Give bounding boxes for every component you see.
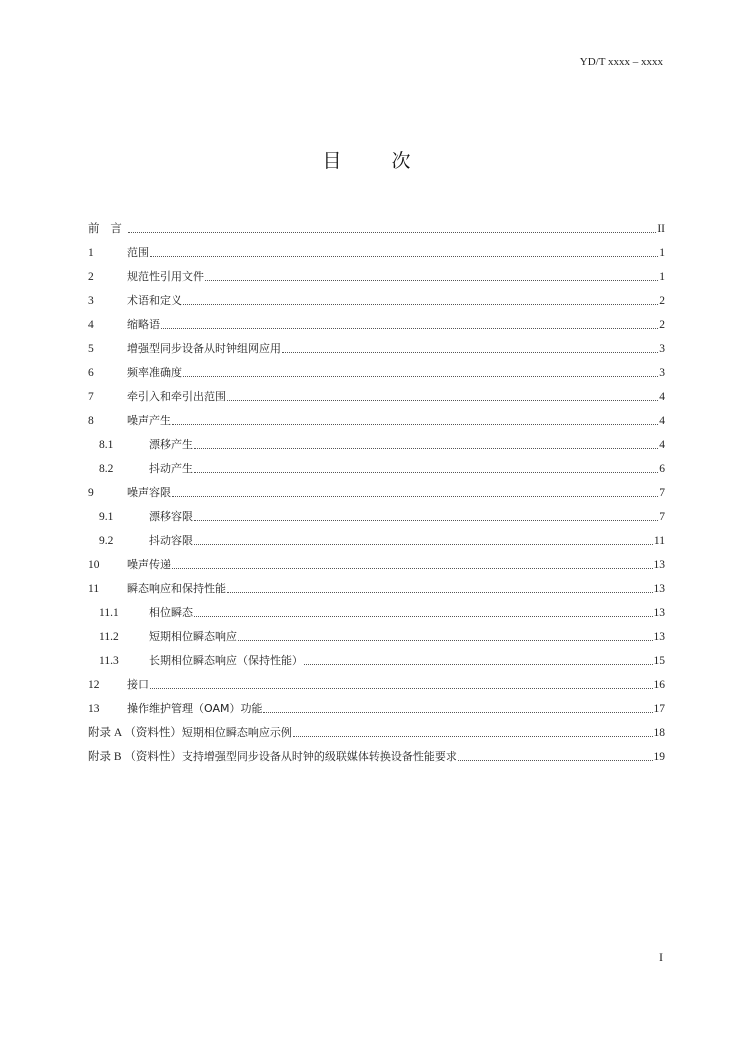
toc-entry[interactable]: [88, 644, 665, 668]
toc-entry-title: 漂移产生: [149, 438, 193, 451]
toc-entry-title: 瞬态响应和保持性能: [127, 582, 226, 595]
toc-entry-number: 1: [88, 247, 94, 259]
toc-entry-title: 短期相位瞬态响应: [149, 630, 237, 643]
toc-entry-page: 17: [653, 703, 665, 715]
toc-dot-leader: [304, 664, 653, 665]
toc-entry-title: 支持增强型同步设备从时钟的级联媒体转换设备性能要求: [181, 750, 457, 763]
toc-entry-number: 3: [88, 295, 94, 307]
toc-entry-number: 8.1: [99, 439, 114, 451]
toc-entry-title: 抖动容限: [149, 534, 193, 547]
toc-entry-page: 4: [659, 439, 665, 451]
toc-entry-page: 13: [653, 607, 665, 619]
toc-entry-title: 短期相位瞬态响应示例: [181, 726, 292, 739]
toc-entry[interactable]: [88, 476, 665, 500]
toc-entry[interactable]: [88, 284, 665, 308]
toc-entry[interactable]: [88, 452, 665, 476]
toc-entry-page: 16: [653, 679, 665, 691]
toc-dot-leader: [172, 496, 658, 497]
toc-entry[interactable]: [88, 668, 665, 692]
toc-entry[interactable]: [88, 716, 665, 740]
toc-entry-page: 15: [653, 655, 665, 667]
toc-dot-leader: [172, 568, 653, 569]
toc-dot-leader: [183, 376, 658, 377]
toc-dot-leader: [227, 400, 658, 401]
toc-entry-title: 缩略语: [127, 318, 160, 331]
toc-entry-page: 3: [659, 367, 665, 379]
toc-dot-leader: [194, 616, 653, 617]
toc-entry-number: 11: [88, 583, 100, 595]
toc-entry-page: 1: [659, 247, 665, 259]
toc-dot-leader: [183, 304, 658, 305]
toc-entry-number: 10: [88, 559, 100, 571]
toc-entry-page: 13: [653, 559, 665, 571]
toc-dot-leader: [282, 352, 658, 353]
toc-entry-number: 5: [88, 343, 94, 355]
toc-entry-page: 4: [659, 391, 665, 403]
toc-dot-leader: [194, 520, 658, 521]
toc-entry-title: 规范性引用文件: [127, 270, 204, 283]
toc-entry[interactable]: [88, 356, 665, 380]
document-id: YD/T xxxx – xxxx: [579, 56, 663, 68]
toc-entry[interactable]: [88, 308, 665, 332]
toc-entry-title: 噪声传递: [127, 558, 171, 571]
toc-entry-page: 3: [659, 343, 665, 355]
toc-dot-leader: [205, 280, 658, 281]
toc-entry-number: 7: [88, 391, 94, 403]
toc-entry[interactable]: [88, 572, 665, 596]
toc-entry[interactable]: [88, 380, 665, 404]
toc-entry[interactable]: [88, 692, 665, 716]
toc-entry-number: 9: [88, 487, 94, 499]
toc-entry[interactable]: [88, 428, 665, 452]
toc-entry-page: 2: [659, 295, 665, 307]
toc-dot-leader: [263, 712, 652, 713]
toc-entry-number: 4: [88, 319, 94, 331]
toc-entry-number: 11.3: [99, 655, 119, 667]
toc-entry-number: 12: [88, 679, 100, 691]
toc-dot-leader: [172, 424, 658, 425]
toc-entry-page: 1: [659, 271, 665, 283]
toc-entry[interactable]: [88, 740, 665, 764]
toc-entry-number: 附录 A （资料性）: [88, 727, 182, 739]
toc-entry-title: 术语和定义: [127, 294, 182, 307]
toc-entry[interactable]: [88, 404, 665, 428]
toc-dot-leader: [161, 328, 658, 329]
toc-entry-title: 频率准确度: [127, 366, 182, 379]
toc-entry-title: 接口: [127, 678, 149, 691]
toc-entry[interactable]: [88, 524, 665, 548]
toc-entry-page: II: [657, 223, 665, 235]
toc-entry-title: 牵引入和牵引出范围: [127, 390, 226, 403]
toc-entry[interactable]: [88, 548, 665, 572]
toc-entry-number: 附录 B （资料性）: [88, 751, 182, 763]
toc-entry-page: 2: [659, 319, 665, 331]
toc-entry-page: 6: [659, 463, 665, 475]
toc-entry-title: 范围: [127, 246, 149, 259]
toc-entry[interactable]: [88, 212, 665, 236]
toc-entry[interactable]: [88, 500, 665, 524]
toc-entry-title: 相位瞬态: [149, 606, 193, 619]
toc-entry-page: 11: [653, 535, 665, 547]
toc-dot-leader: [238, 640, 653, 641]
toc-entry-title: 噪声容限: [127, 486, 171, 499]
toc-dot-leader: [150, 256, 658, 257]
toc-entry-title: 长期相位瞬态响应（保持性能）: [149, 654, 303, 667]
toc-dot-leader: [194, 472, 658, 473]
toc-dot-leader: [458, 760, 653, 761]
toc-entry[interactable]: [88, 332, 665, 356]
toc-dot-leader: [128, 232, 656, 233]
toc-entry-title: 漂移容限: [149, 510, 193, 523]
toc-entry-title: 操作维护管理（OAM）功能: [127, 702, 263, 715]
page-title: 目 次: [322, 150, 433, 172]
toc-entry[interactable]: [88, 260, 665, 284]
toc-entry-page: 7: [659, 511, 665, 523]
toc-entry-number: 8: [88, 415, 94, 427]
toc-entry-page: 19: [653, 751, 665, 763]
toc-entry-number: 13: [88, 703, 100, 715]
toc-entry-title: 抖动产生: [149, 462, 193, 475]
toc-entry-number: 11.2: [99, 631, 119, 643]
toc-dot-leader: [150, 688, 653, 689]
toc-entry-number: 9.2: [99, 535, 114, 547]
toc-entry-title: 增强型同步设备从时钟组网应用: [127, 342, 281, 355]
page-number: I: [659, 950, 663, 964]
toc-entry-page: 13: [653, 583, 665, 595]
toc-dot-leader: [194, 448, 658, 449]
toc-entry-number: 9.1: [99, 511, 114, 523]
toc-entry-page: 13: [653, 631, 665, 643]
toc-entry-number: 前 言: [88, 223, 126, 235]
toc-entry-page: 7: [659, 487, 665, 499]
table-of-contents: [88, 212, 665, 764]
toc-entry[interactable]: [88, 236, 665, 260]
toc-entry[interactable]: [88, 596, 665, 620]
toc-entry-number: 2: [88, 271, 94, 283]
toc-dot-leader: [194, 544, 653, 545]
toc-entry-number: 8.2: [99, 463, 114, 475]
toc-dot-leader: [293, 736, 653, 737]
toc-entry-title: 噪声产生: [127, 414, 171, 427]
toc-dot-leader: [227, 592, 653, 593]
toc-entry-page: 18: [653, 727, 665, 739]
toc-entry[interactable]: [88, 620, 665, 644]
toc-entry-page: 4: [659, 415, 665, 427]
toc-entry-number: 11.1: [99, 607, 119, 619]
toc-entry-number: 6: [88, 367, 94, 379]
